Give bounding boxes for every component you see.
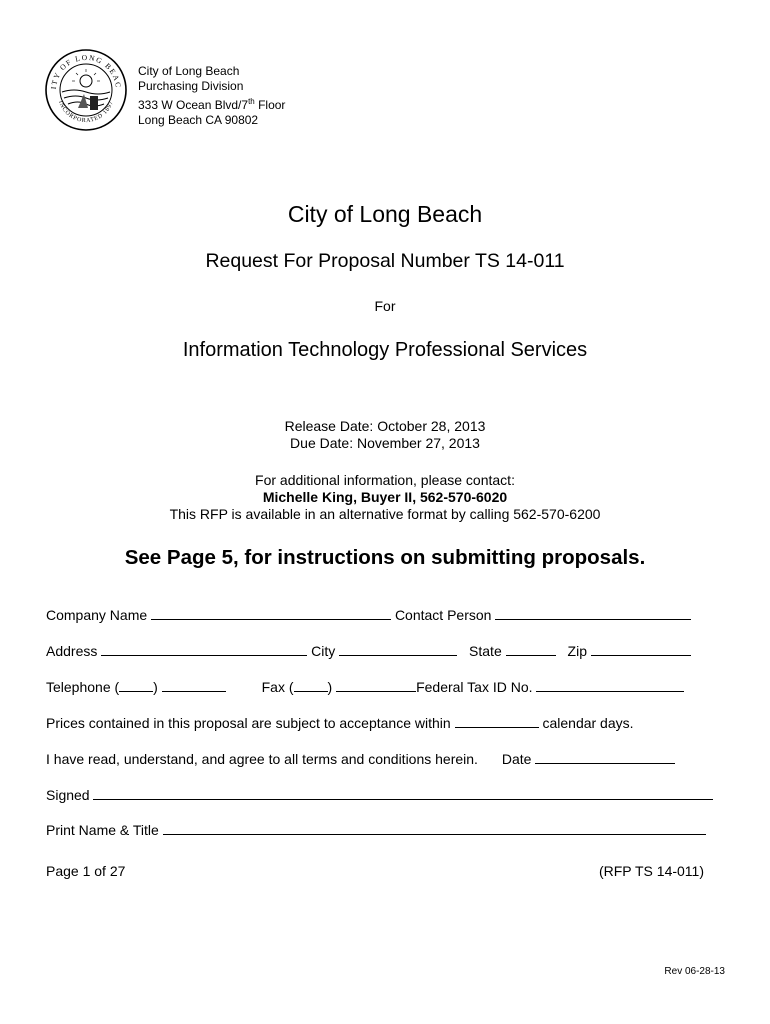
state-field[interactable] <box>506 643 556 656</box>
contact-person-label: Contact Person <box>394 607 492 623</box>
address-field[interactable] <box>101 643 307 656</box>
form-row-prices <box>46 715 634 731</box>
revision-label: Rev 06-28-13 <box>664 966 725 977</box>
zip-label: Zip <box>567 643 587 659</box>
form-row-phone <box>46 679 684 695</box>
fax-field[interactable] <box>336 679 416 692</box>
company-name-label: Company Name <box>46 607 148 623</box>
address-line-3: 333 W Ocean Blvd/7th Floor <box>138 97 286 112</box>
due-date: Due Date: November 27, 2013 <box>290 435 480 451</box>
dates-block <box>0 418 770 452</box>
contact-block <box>0 472 770 523</box>
address-block <box>138 64 285 128</box>
document-title: City of Long Beach <box>287 201 483 227</box>
city-label: City <box>311 643 336 659</box>
form-row-print-name <box>46 822 706 838</box>
fax-label: Fax ( <box>261 679 294 695</box>
address-label: Address <box>46 643 98 659</box>
submission-notice: See Page 5, for instructions on submitting proposals. <box>124 546 646 569</box>
tax-id-field[interactable] <box>536 679 684 692</box>
signed-label: Signed <box>46 787 90 803</box>
city-field[interactable] <box>339 643 457 656</box>
seal-top-text: ITY OF LONG BEAC <box>48 52 124 90</box>
zip-field[interactable] <box>591 643 691 656</box>
prices-label: Prices contained in this proposal are subject to acceptance within <box>46 715 451 731</box>
telephone-area-field[interactable] <box>119 679 153 692</box>
fax-close: ) <box>327 679 333 695</box>
date-field[interactable] <box>535 751 675 764</box>
date-label: Date <box>501 751 532 767</box>
print-name-field[interactable] <box>163 822 706 835</box>
company-name-field[interactable] <box>151 607 391 620</box>
rfp-reference: (RFP TS 14-011) <box>598 863 704 879</box>
acceptance-days-field[interactable] <box>455 715 539 728</box>
buyer-contact: Michelle King, Buyer II, 562-570-6020 <box>262 489 508 505</box>
telephone-close: ) <box>153 679 158 695</box>
telephone-field[interactable] <box>162 679 226 692</box>
fax-area-field[interactable] <box>294 679 328 692</box>
city-seal-logo <box>44 48 128 132</box>
contact-person-field[interactable] <box>495 607 691 620</box>
contact-intro: For additional information, please contact: <box>255 472 515 488</box>
agree-statement: I have read, understand, and agree to all terms and conditions herein. <box>46 751 478 767</box>
form-row-company <box>46 607 691 623</box>
tax-id-label: Federal Tax ID No. <box>416 679 533 695</box>
form-row-address <box>46 643 691 659</box>
service-title: Information Technology Professional Services <box>182 339 588 361</box>
address-line-1: City of Long Beach <box>138 64 240 78</box>
form-row-agree <box>46 751 675 767</box>
calendar-days-label: calendar days. <box>542 715 634 731</box>
for-label: For <box>374 298 396 314</box>
telephone-label: Telephone ( <box>46 679 120 695</box>
print-name-label: Print Name & Title <box>46 822 159 838</box>
rfp-number: Request For Proposal Number TS 14-011 <box>205 250 565 272</box>
release-date: Release Date: October 28, 2013 <box>284 418 486 434</box>
address-line-2: Purchasing Division <box>138 79 244 93</box>
seal-bottom-text: INCORPORATED 1897 <box>57 100 115 125</box>
form-row-signed <box>46 787 713 803</box>
address-line-4: Long Beach CA 90802 <box>138 113 259 127</box>
alt-format-note: This RFP is available in an alternative format by calling 562-570-6200 <box>169 506 601 522</box>
page-number: Page 1 of 27 <box>46 863 126 879</box>
signature-field[interactable] <box>93 787 713 800</box>
state-label: State <box>469 643 502 659</box>
